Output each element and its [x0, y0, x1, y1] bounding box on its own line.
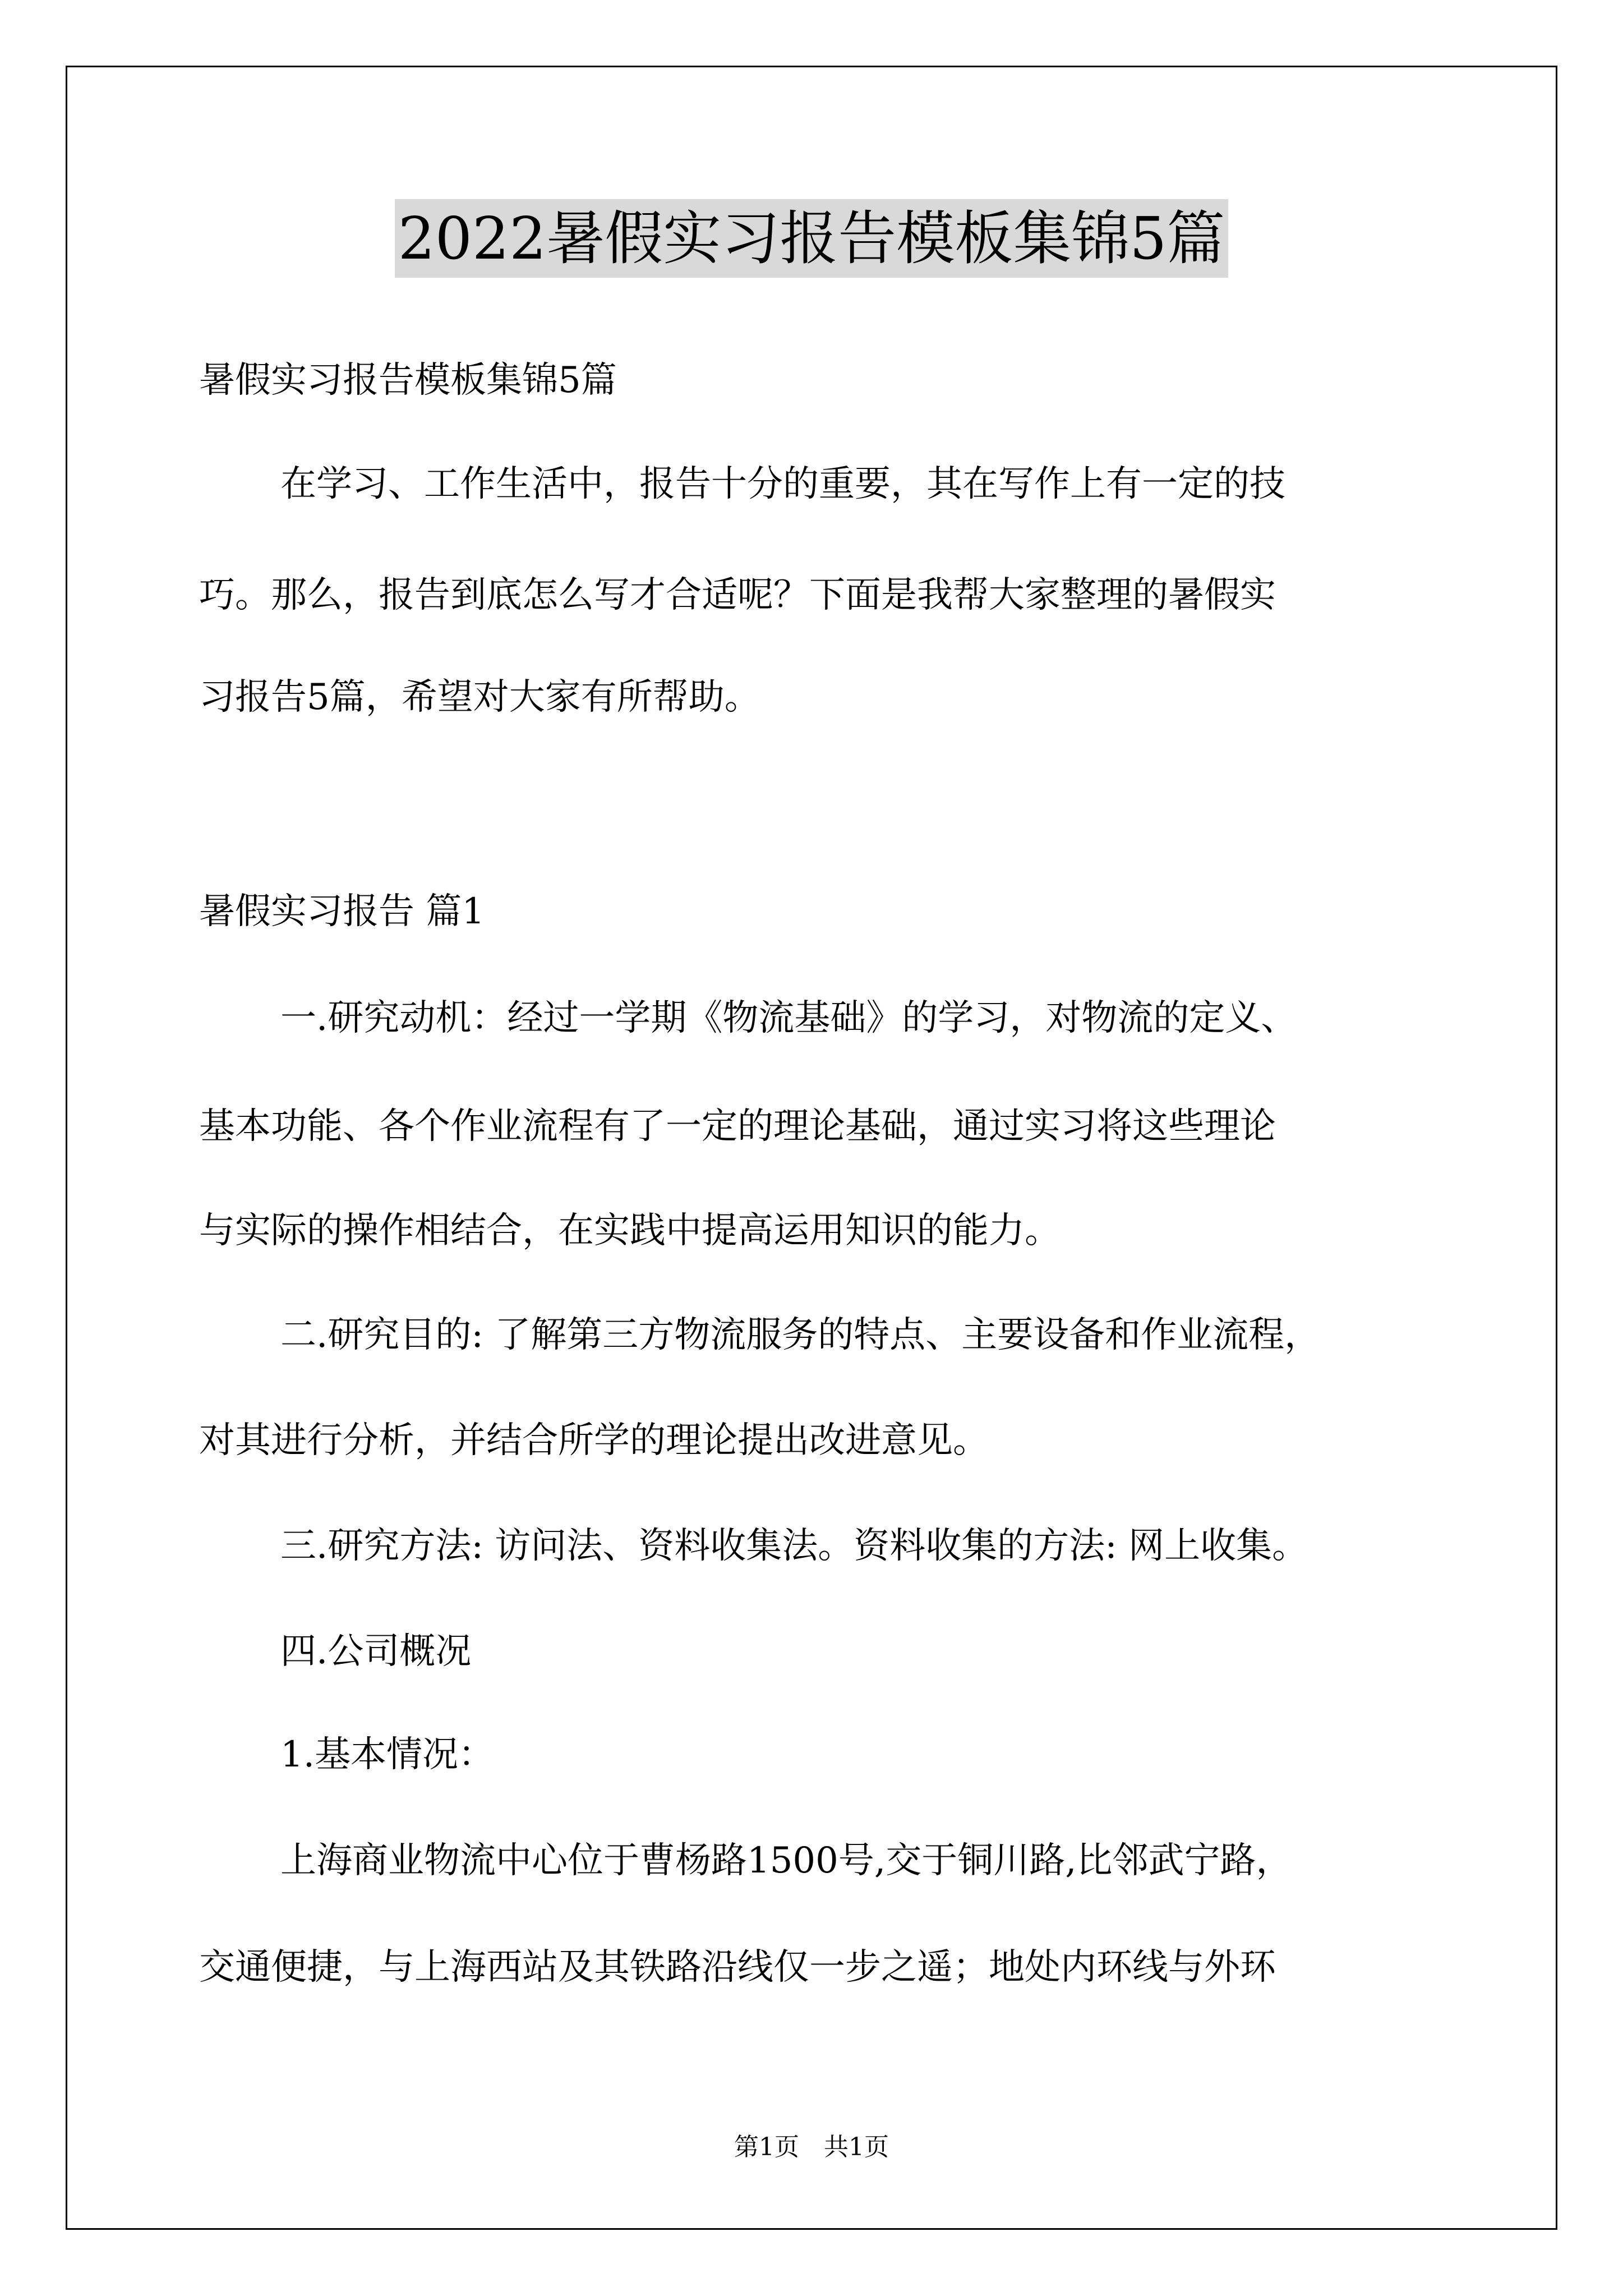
paragraph-line: 一.研究动机：经过一学期《物流基础》的学习，对物流的定义、: [280, 997, 1297, 1039]
paragraph-line: 二.研究目的: 了解第三方物流服务的特点、主要设备和作业流程，: [280, 1314, 1321, 1356]
paragraph-line: 巧。那么，报告到底怎么写才合适呢？下面是我帮大家整理的暑假实: [199, 574, 1276, 616]
section-heading: 暑假实习报告 篇1: [199, 891, 485, 932]
paragraph-line: 上海商业物流中心位于曹杨路1500号,交于铜川路,比邻武宁路，: [280, 1840, 1292, 1881]
paragraph-line: 习报告5篇，希望对大家有所帮助。: [199, 677, 760, 718]
paragraph-line: 交通便捷，与上海西站及其铁路沿线仅一步之遥；地处内环线与外环: [199, 1947, 1276, 1988]
paragraph-line: 对其进行分析，并结合所学的理论提出改进意见。: [199, 1420, 989, 1461]
page-footer: 第1页 共1页: [734, 2133, 889, 2161]
paragraph-line: 四.公司概况: [280, 1631, 472, 1672]
document-title: 2022暑假实习报告模板集锦5篇: [395, 199, 1229, 278]
paragraph-line: 1.基本情况：: [280, 1734, 495, 1775]
title-wrap: [0, 199, 1623, 278]
paragraph-line: 三.研究方法: 访问法、资料收集法。资料收集的方法: 网上收集。: [280, 1525, 1308, 1567]
subtitle-line: 暑假实习报告模板集锦5篇: [199, 360, 617, 401]
paragraph-line: 与实际的操作相结合，在实践中提高运用知识的能力。: [199, 1210, 1061, 1251]
paragraph-line: 在学习、工作生活中，报告十分的重要，其在写作上有一定的技: [280, 463, 1285, 505]
paragraph-line: 基本功能、各个作业流程有了一定的理论基础，通过实习将这些理论: [199, 1106, 1276, 1147]
